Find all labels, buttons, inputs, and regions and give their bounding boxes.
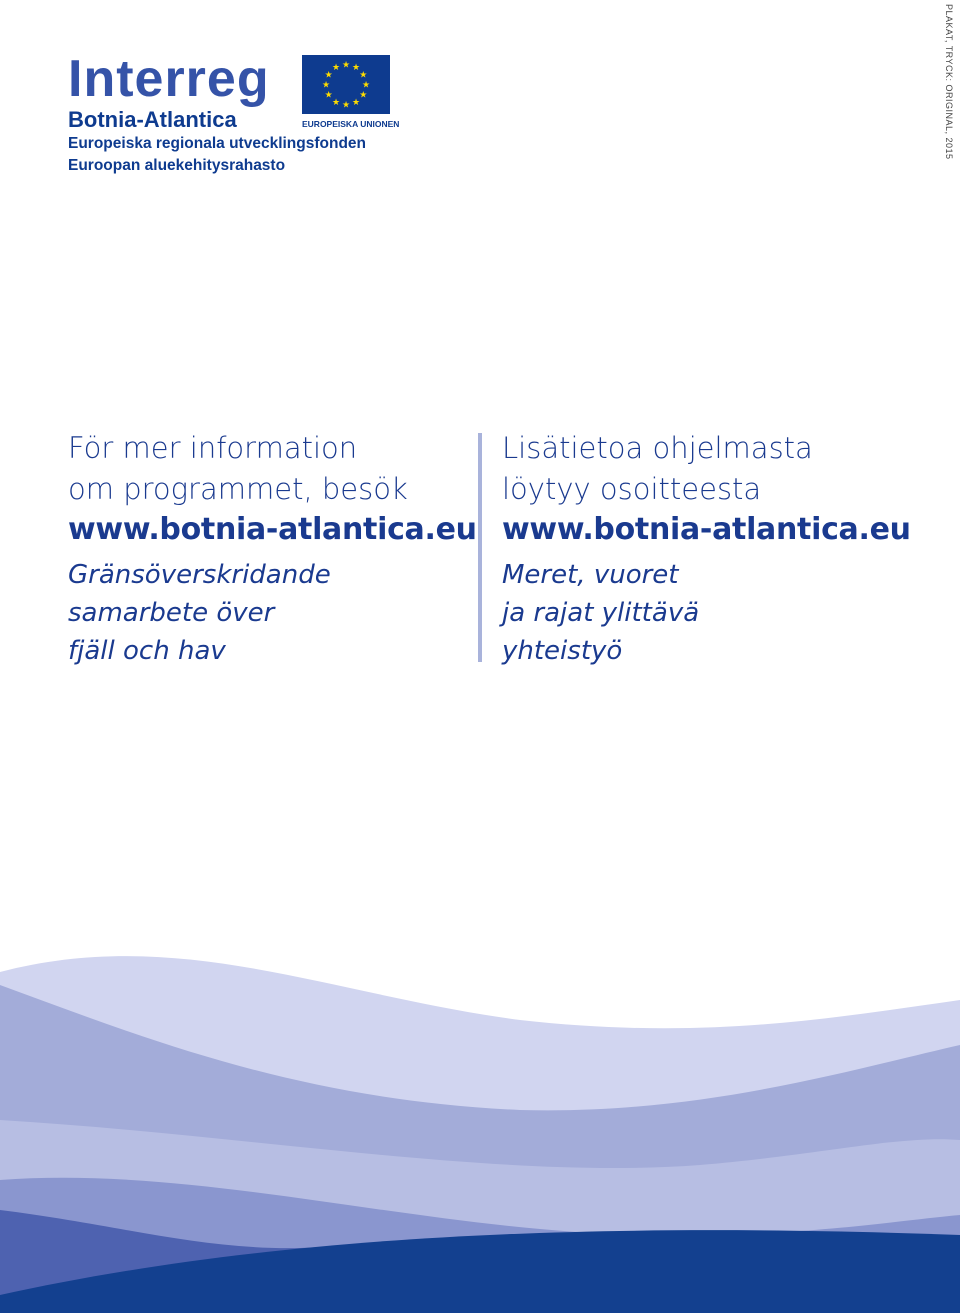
print-mark: PLAKAT, TRYCK: ORIGINAL, 2015 bbox=[944, 4, 954, 160]
eu-star-icon: ★ bbox=[351, 97, 361, 108]
eu-star-icon: ★ bbox=[341, 100, 351, 111]
info-swedish bbox=[68, 428, 488, 670]
interreg-logo bbox=[68, 50, 400, 185]
tagline-line: samarbete över bbox=[68, 598, 275, 628]
lead-line-1: Lisätietoa ohjelmasta bbox=[502, 431, 813, 465]
column-divider bbox=[478, 433, 482, 662]
eu-flag-icon bbox=[302, 55, 390, 114]
tagline-line: fjäll och hav bbox=[68, 636, 226, 666]
eu-star-icon: ★ bbox=[324, 70, 333, 81]
logo-fund-finnish: Euroopan aluekehitysrahasto bbox=[68, 157, 286, 174]
tagline bbox=[68, 556, 488, 670]
lead-line-1: För mer information bbox=[68, 431, 358, 465]
tagline-line: Meret, vuoret bbox=[502, 560, 679, 590]
lead-line-2: löytyy osoitteesta bbox=[502, 472, 762, 506]
eu-star-icon: ★ bbox=[341, 60, 351, 71]
tagline-line: ja rajat ylittävä bbox=[502, 598, 700, 628]
logo-region-name: Botnia-Atlantica bbox=[68, 107, 237, 132]
eu-star-icon: ★ bbox=[361, 80, 371, 91]
logo-wordmark: Interreg bbox=[68, 50, 270, 108]
eu-star-icon: ★ bbox=[331, 97, 341, 108]
lead-line-2: om programmet, besök bbox=[68, 472, 408, 506]
eu-star-icon: ★ bbox=[359, 70, 368, 81]
eu-label: EUROPEISKA UNIONEN bbox=[302, 119, 400, 129]
eu-star-icon: ★ bbox=[324, 90, 333, 101]
tagline-line: yhteistyö bbox=[502, 636, 623, 666]
tagline-line: Gränsöverskridande bbox=[68, 560, 331, 590]
eu-star-icon: ★ bbox=[331, 63, 341, 74]
wave-decoration bbox=[0, 950, 960, 1313]
eu-star-icon: ★ bbox=[321, 80, 331, 91]
tagline bbox=[502, 556, 922, 670]
website-link[interactable]: www.botnia-atlantica.eu bbox=[68, 512, 477, 547]
logo-fund-swedish: Europeiska regionala utvecklingsfonden bbox=[68, 135, 367, 152]
eu-star-icon: ★ bbox=[351, 63, 361, 74]
eu-star-icon: ★ bbox=[359, 90, 368, 101]
info-finnish bbox=[502, 428, 922, 670]
website-link[interactable]: www.botnia-atlantica.eu bbox=[502, 512, 911, 547]
